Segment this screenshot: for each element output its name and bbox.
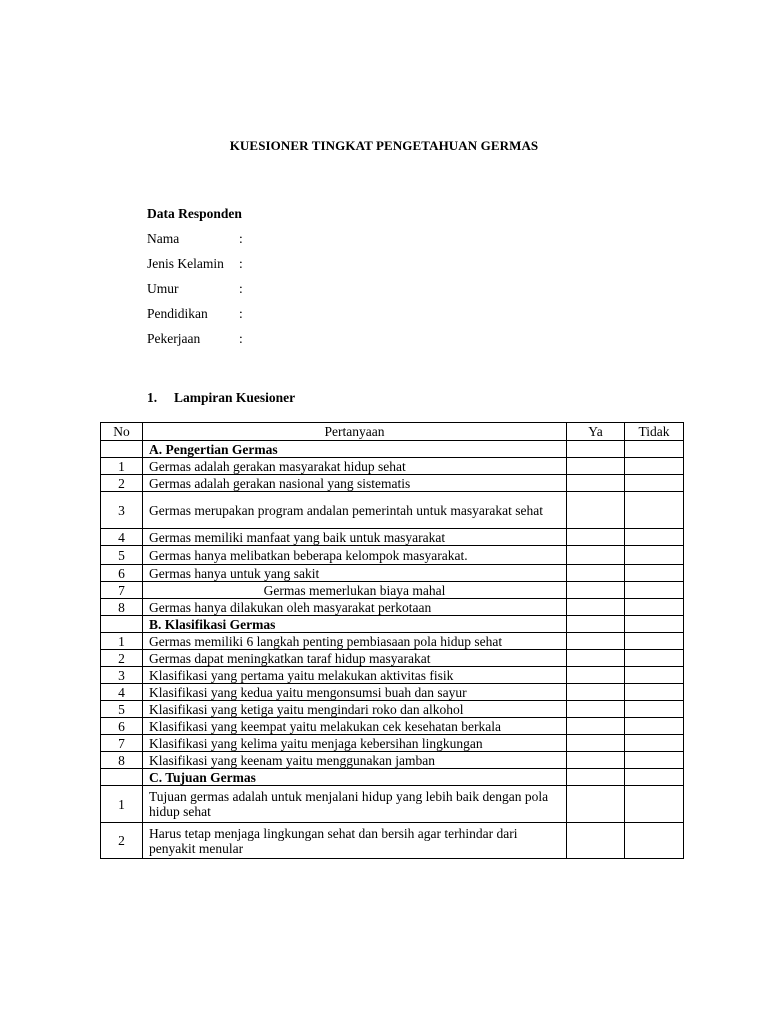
- no-cell: 2: [101, 823, 143, 859]
- yes-cell[interactable]: [567, 752, 625, 769]
- question-cell: Klasifikasi yang pertama yaitu melakukan aktivitas fisik: [143, 667, 567, 684]
- yes-cell: [567, 616, 625, 633]
- table-header-row: [101, 423, 684, 441]
- no-cell: 6: [101, 565, 143, 582]
- question-row: [101, 701, 684, 718]
- no-answer-cell[interactable]: [625, 752, 684, 769]
- question-row: [101, 458, 684, 475]
- question-row: [101, 786, 684, 823]
- category-row: [101, 616, 684, 633]
- yes-cell[interactable]: [567, 684, 625, 701]
- section-title: Lampiran Kuesioner: [174, 390, 296, 405]
- no-cell: 2: [101, 475, 143, 492]
- no-answer-cell[interactable]: [625, 667, 684, 684]
- no-answer-cell[interactable]: [625, 582, 684, 599]
- question-row: [101, 684, 684, 701]
- question-row: [101, 735, 684, 752]
- yes-cell: [567, 769, 625, 786]
- question-cell: Germas adalah gerakan masyarakat hidup sehat: [143, 458, 567, 475]
- no-answer-cell[interactable]: [625, 684, 684, 701]
- yes-cell[interactable]: [567, 599, 625, 616]
- no-answer-cell[interactable]: [625, 823, 684, 859]
- no-cell: 8: [101, 599, 143, 616]
- question-row: [101, 752, 684, 769]
- question-cell: Germas adalah gerakan nasional yang sistematis: [143, 475, 567, 492]
- question-row: [101, 667, 684, 684]
- no-answer-cell[interactable]: [625, 475, 684, 492]
- question-row: [101, 823, 684, 859]
- no-cell: [101, 441, 143, 458]
- no-answer-cell[interactable]: [625, 546, 684, 565]
- no-answer-cell[interactable]: [625, 701, 684, 718]
- no-cell: [101, 769, 143, 786]
- no-cell: 4: [101, 529, 143, 546]
- yes-cell[interactable]: [567, 633, 625, 650]
- field-colon: :: [239, 331, 243, 346]
- yes-cell[interactable]: [567, 565, 625, 582]
- respondent-heading: Data Responden: [147, 206, 242, 221]
- yes-cell[interactable]: [567, 475, 625, 492]
- yes-cell[interactable]: [567, 701, 625, 718]
- question-row: [101, 492, 684, 529]
- yes-cell[interactable]: [567, 582, 625, 599]
- questionnaire-table: [100, 422, 684, 859]
- no-answer-cell[interactable]: [625, 492, 684, 529]
- question-row: [101, 650, 684, 667]
- yes-cell[interactable]: [567, 650, 625, 667]
- no-cell: [101, 616, 143, 633]
- question-row: [101, 475, 684, 492]
- category-row: [101, 769, 684, 786]
- field-label: Pendidikan: [147, 306, 208, 321]
- no-cell: 7: [101, 582, 143, 599]
- header-no-answer: Tidak: [625, 423, 684, 441]
- question-cell: Klasifikasi yang kelima yaitu menjaga kebersihan lingkungan: [143, 735, 567, 752]
- no-cell: 5: [101, 546, 143, 565]
- no-answer-cell: [625, 441, 684, 458]
- no-answer-cell[interactable]: [625, 633, 684, 650]
- question-cell: Klasifikasi yang ketiga yaitu mengindari roko dan alkohol: [143, 701, 567, 718]
- question-cell: Harus tetap menjaga lingkungan sehat dan bersih agar terhindar dari penyakit menular: [143, 823, 567, 859]
- question-row: [101, 529, 684, 546]
- category-title: A. Pengertian Germas: [143, 441, 567, 458]
- yes-cell[interactable]: [567, 458, 625, 475]
- no-cell: 6: [101, 718, 143, 735]
- category-title: C. Tujuan Germas: [143, 769, 567, 786]
- question-cell: Germas memerlukan biaya mahal: [143, 582, 567, 599]
- question-cell: Germas memiliki manfaat yang baik untuk masyarakat: [143, 529, 567, 546]
- field-label: Jenis Kelamin: [147, 256, 224, 271]
- no-cell: 1: [101, 786, 143, 823]
- yes-cell[interactable]: [567, 786, 625, 823]
- question-cell: Germas hanya untuk yang sakit: [143, 565, 567, 582]
- question-cell: Germas hanya dilakukan oleh masyarakat perkotaan: [143, 599, 567, 616]
- question-row: [101, 582, 684, 599]
- header-question: Pertanyaan: [143, 423, 567, 441]
- question-cell: Tujuan germas adalah untuk menjalani hidup yang lebih baik dengan pola hidup sehat: [143, 786, 567, 823]
- no-answer-cell[interactable]: [625, 529, 684, 546]
- no-answer-cell[interactable]: [625, 650, 684, 667]
- question-cell: Klasifikasi yang keenam yaitu menggunakan jamban: [143, 752, 567, 769]
- no-cell: 5: [101, 701, 143, 718]
- no-cell: 8: [101, 752, 143, 769]
- field-colon: :: [239, 256, 243, 271]
- category-title: B. Klasifikasi Germas: [143, 616, 567, 633]
- question-row: [101, 546, 684, 565]
- field-label: Pekerjaan: [147, 331, 201, 346]
- no-answer-cell[interactable]: [625, 565, 684, 582]
- no-answer-cell[interactable]: [625, 735, 684, 752]
- question-cell: Germas dapat meningkatkan taraf hidup masyarakat: [143, 650, 567, 667]
- no-cell: 1: [101, 458, 143, 475]
- no-answer-cell[interactable]: [625, 718, 684, 735]
- question-row: [101, 565, 684, 582]
- yes-cell[interactable]: [567, 718, 625, 735]
- no-cell: 2: [101, 650, 143, 667]
- yes-cell[interactable]: [567, 823, 625, 859]
- field-jenis-kelamin: [147, 256, 243, 272]
- field-label: Umur: [147, 281, 179, 296]
- yes-cell[interactable]: [567, 529, 625, 546]
- no-answer-cell[interactable]: [625, 458, 684, 475]
- question-cell: Germas hanya melibatkan beberapa kelompok masyarakat.: [143, 546, 567, 565]
- no-cell: 1: [101, 633, 143, 650]
- field-umur: [147, 281, 243, 297]
- no-answer-cell[interactable]: [625, 599, 684, 616]
- yes-cell[interactable]: [567, 546, 625, 565]
- header-no: No: [101, 423, 143, 441]
- section-number: 1.: [147, 390, 158, 405]
- no-answer-cell: [625, 616, 684, 633]
- field-pendidikan: [147, 306, 243, 322]
- section-heading: [147, 390, 295, 406]
- no-cell: 3: [101, 492, 143, 529]
- no-cell: 4: [101, 684, 143, 701]
- field-nama: [147, 231, 243, 247]
- question-cell: Klasifikasi yang keempat yaitu melakukan cek kesehatan berkala: [143, 718, 567, 735]
- yes-cell[interactable]: [567, 492, 625, 529]
- question-cell: Germas memiliki 6 langkah penting pembiasaan pola hidup sehat: [143, 633, 567, 650]
- no-answer-cell[interactable]: [625, 786, 684, 823]
- question-row: [101, 599, 684, 616]
- question-cell: Germas merupakan program andalan pemerintah untuk masyarakat sehat: [143, 492, 567, 529]
- field-colon: :: [239, 306, 243, 321]
- yes-cell: [567, 441, 625, 458]
- question-cell: Klasifikasi yang kedua yaitu mengonsumsi buah dan sayur: [143, 684, 567, 701]
- document-title: KUESIONER TINGKAT PENGETAHUAN GERMAS: [229, 138, 539, 153]
- yes-cell[interactable]: [567, 667, 625, 684]
- question-row: [101, 718, 684, 735]
- field-colon: :: [239, 281, 243, 296]
- field-colon: :: [239, 231, 243, 246]
- yes-cell[interactable]: [567, 735, 625, 752]
- no-cell: 3: [101, 667, 143, 684]
- question-row: [101, 633, 684, 650]
- no-answer-cell: [625, 769, 684, 786]
- no-cell: 7: [101, 735, 143, 752]
- category-row: [101, 441, 684, 458]
- header-yes: Ya: [567, 423, 625, 441]
- field-pekerjaan: [147, 331, 243, 347]
- field-label: Nama: [147, 231, 180, 246]
